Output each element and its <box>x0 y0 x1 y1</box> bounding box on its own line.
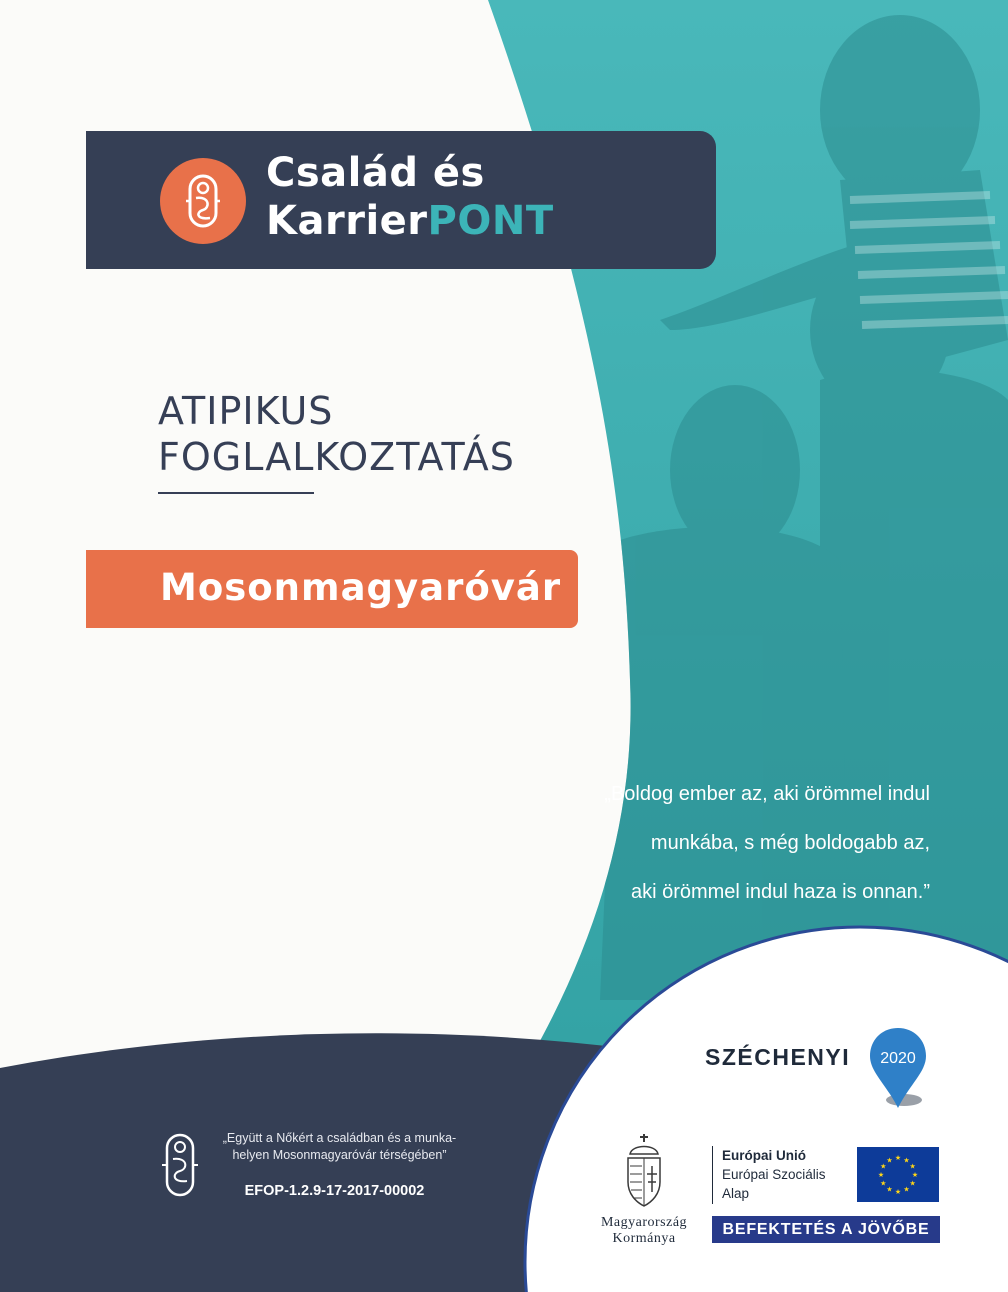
city-banner <box>86 550 578 628</box>
quote-line2: munkába, s még boldogabb az, <box>650 832 930 854</box>
eu-fund-line3: Alap <box>722 1186 750 1201</box>
page-title <box>158 388 515 480</box>
brand-title-pont: PONT <box>427 198 554 244</box>
szechenyi-year: 2020 <box>880 1050 916 1067</box>
eu-star-icon: ★ <box>903 1156 910 1165</box>
title-underline <box>158 492 314 494</box>
page-title-line1: ATIPIKUS <box>158 389 334 433</box>
szechenyi-pin-icon <box>868 1026 928 1110</box>
quote-line1: „Boldog ember az, aki örömmel indul <box>604 783 930 805</box>
brand-title-line1: Család és <box>266 150 485 196</box>
eu-star-icon: ★ <box>880 1179 887 1188</box>
eu-flag-icon <box>857 1147 939 1202</box>
government-line2: Kormánya <box>612 1231 676 1246</box>
family-knot-icon <box>160 158 246 244</box>
eu-union-text: Európai Unió <box>722 1148 806 1163</box>
eu-star-icon: ★ <box>886 1156 893 1165</box>
project-code: EFOP-1.2.9-17-2017-00002 <box>244 1183 425 1199</box>
quote-block <box>490 770 930 917</box>
project-title-line2: helyen Mosonmagyaróvár térségében” <box>232 1148 447 1162</box>
eu-star-icon: ★ <box>903 1185 910 1194</box>
eu-star-icon: ★ <box>909 1179 916 1188</box>
eu-fund-line2: Európai Szociális <box>722 1167 826 1182</box>
eu-slogan-bar: BEFEKTETÉS A JÖVŐBE <box>712 1216 940 1243</box>
eu-star-icon: ★ <box>880 1162 887 1171</box>
eu-star-icon: ★ <box>909 1162 916 1171</box>
eu-star-icon: ★ <box>877 1171 885 1179</box>
szechenyi-label: SZÉCHENYI <box>705 1044 851 1070</box>
page-title-line2: FOGLALKOZTATÁS <box>158 435 515 479</box>
eu-star-icon: ★ <box>894 1188 902 1196</box>
eu-star-icon: ★ <box>911 1171 919 1179</box>
eu-star-icon: ★ <box>886 1185 893 1194</box>
city-name: Mosonmagyaróvár <box>160 566 562 609</box>
family-knot-small-icon <box>158 1133 202 1197</box>
project-title <box>212 1130 467 1164</box>
brand-title-line2 <box>266 197 554 245</box>
brand-title <box>266 149 554 245</box>
eu-stars <box>857 1147 939 1202</box>
brand-banner <box>86 131 716 269</box>
brand-title-karrier: Karrier <box>266 198 428 244</box>
government-label <box>580 1215 708 1247</box>
eu-star-icon: ★ <box>894 1154 902 1162</box>
quote-line3: aki örömmel indul haza is onnan.” <box>630 881 930 903</box>
eu-fund-label <box>712 1146 852 1204</box>
hungarian-crest-icon <box>622 1132 666 1210</box>
project-title-line1: „Együtt a Nőkért a családban és a munka- <box>222 1131 457 1145</box>
government-line1: Magyarország <box>600 1215 688 1230</box>
